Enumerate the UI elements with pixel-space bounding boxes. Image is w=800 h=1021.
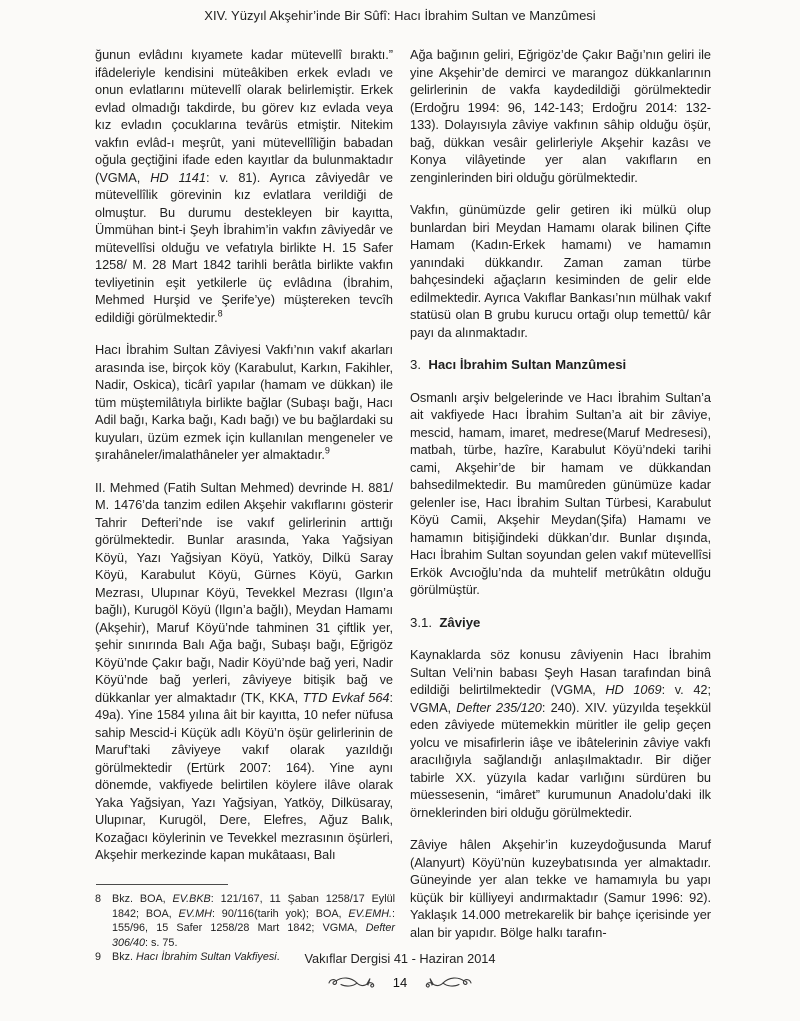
paragraph [95, 341, 393, 464]
paragraph [410, 201, 711, 341]
footnote-ref: 8 [217, 308, 223, 319]
italic-run: EV.EMH. [348, 907, 392, 920]
paragraph [410, 836, 711, 941]
section-heading [410, 356, 711, 374]
paragraph [95, 46, 393, 326]
footnote-number: 8 [95, 893, 102, 905]
section-heading [410, 614, 711, 632]
italic-run: TTD Evkaf 564 [302, 689, 390, 705]
page-number-row [0, 975, 800, 990]
text-run: : 155/96, 15 Safer 1258/28 Mart 1842; VGMA, [112, 907, 395, 935]
footnote-text [112, 892, 395, 950]
text-run: Osmanlı arşiv belgelerinde ve Hacı İbrahim Sultan’a ait vakfiyede Hacı İbrahim Sultan’a ait bir zâviye, mescid, hamam, imaret, medrese(Maruf Medresesi), matbah, türbe, hazîre, Karabulut Köyü’ndeki tarihi cami, Akşehir’de bir hamam ve dükkandan bahsedilmektedir. Bu mamûreden günümüze kadar gelenler ise, Hacı İbrahim Sultan Türbesi, Karabulut Köyü Camii, Akşehir Meydan(Şifa) Hamamı ve hamamın bitişiğindeki dükkan’dır. Bunlar dışında, Hacı İbrahim Sultan soyundan gelen vakıf mütevellîsi Erkök Avcıoğlu’nda da muhtelif metrûkâtın olduğu görülmüştür. [410, 389, 711, 597]
italic-run: EV.BKB [172, 893, 211, 905]
paragraph [410, 389, 711, 599]
text-run: : s. 75. [145, 936, 178, 949]
text-run: 3.1. [410, 614, 440, 630]
text-run: : 90/116(tarih yok); BOA, [211, 907, 349, 920]
running-title: XIV. Yüzyıl Akşehir’inde Bir Sûfî: Hacı İbrahim Sultan ve Manzûmesi [204, 8, 596, 23]
paragraph [95, 479, 393, 864]
footnote-number: 9 [95, 951, 102, 964]
footnote-ref: 9 [324, 445, 330, 456]
text-run: 3. [410, 357, 429, 372]
paragraph [410, 46, 711, 186]
text-run: Bkz. BOA, [112, 893, 173, 905]
italic-run: Defter 306/40 [112, 922, 395, 949]
text-run: Hacı İbrahim Sultan Zâviyesi Vakfı’nın vakıf akarları arasında ise, birçok köy (Karabulut, Karkın, Fakihler, Nadir, Oskica), ticârî yapılar (hamam ve dükkan) ile tüm müştemilâtıyla birlikte bağlar (Subaşı bağı, Hacı Adil bağı, Karka bağı, Kadı bağı) ve bu bağlardaki su kuyuları, üzüm ezmek için kullanılan mengeneler ve şırahâneler/imalathâneler yer almaktadır. [95, 342, 393, 462]
footnote-item [95, 892, 395, 950]
left-text-column [95, 46, 393, 879]
paragraph [410, 646, 711, 821]
text-run: : v. 81). Ayrıca zâviyedâr ve mütevellîlik görevinin kız evlatlara verildiği de olmuştur. Bu durumu destekleyen bir kayıtta, Ümmühan bint-i Şeyh İbrahim’in vakfın zâviyedâr ve mütevellîsi olduğu ve vefatıyla birlikte H. 15 Safer 1258/ M. 28 Mart 1842 tarihli berâtla birlikte vakfın tevliyetinin eşit yetkilerle üç evlâdına (İbrahim, Mehmed Hurşid ve Şerife’ye) müştereken tevcîh edildiği görülmektedir. [95, 169, 393, 325]
text-run: : v. 42; VGMA, [410, 682, 711, 715]
text-run: II. Mehmed (Fatih Sultan Mehmed) devrinde H. 881/ M. 1476’da tanzim edilen Akşehir vakıflarını gösterir Tahrir Defteri’nde ise vakıf gelirlerinin arttığı görülmektedir. Bunlar arasında, Yaka Yağsiyan Köyü, Yazı Yağsiyan Köyü, Yatköy, Dilkü Saray Köyü, Karabulut Köyü, Gürnes Köyü, Garkın Mezrası, Ulupınar Köyü, Tevekkel Mezrası (Ilgın’a bağlı), Kurugöl Köyü (Ilgın’a bağlı), Meydan Hamamı (Akşehir), Maruf Köyü’nde tahminen 31 çiftlik yer, şehir sınırında Balı Ağa bağı, Subaşı bağı, Eğrigöz Köyü’nde Çakır bağı, Nadir Köyü’nde bağ yeri, Nadir Köyü’nde bağ yerleri, zâviyeye bitişik bağ ve dükkanlar yer almaktadır (TK, KKA, [95, 479, 393, 705]
text-run: : 240). XIV. yüzyılda teşekkül eden zâviyede mütemekkin müritler ile gelip geçen yolcu ve misafirlerin iâşe ve ibâtelerinin zâviye vakfı aracılığıyla sağlandığı anlaşılmaktadır. Bir diğer tabirle XX. yüzyıla kadar varlığını sürdüren bu müessesenin, “imâret” kurumunun Anadolu’daki ilk örneklerinden biri olduğu görülmektedir. [410, 699, 712, 820]
text-run: . [276, 951, 280, 964]
text-run: Kaynaklarda söz konusu zâviyenin Hacı İbrahim Sultan Veli’nin babası Şeyh Hasan tarafından binâ edildiği belirtilmektedir (VGMA, [410, 647, 711, 697]
text-run: ğunun evlâdını kıyamete kadar mütevellî bıraktı.” ifâdeleriyle kendisini müteâkiben erkek evladı ve onun evlatlarını mütevellî olarak belirlemiştir. Erkek evlad olmadığı takdirde, bu görev kız evlada veya kız evladın çocuklarına tevârüs etmiştir. Nitekim vakfın evlâd-ı meşrût, yani mütevellîliğin babadan oğula geçtiğini ifade eden kayıtlar da bulunmaktadır (VGMA, [95, 47, 393, 185]
italic-run: Hacı İbrahim Sultan Vakfiyesi [136, 951, 277, 964]
right-text-column [410, 46, 711, 956]
bold-run: Hacı İbrahim Sultan Manzûmesi [428, 357, 627, 372]
flourish-left-icon [327, 975, 377, 990]
text-run: Bkz. [112, 951, 136, 964]
italic-run: EV.MH [178, 907, 212, 920]
page-number: 14 [392, 975, 408, 990]
italic-run: Defter 235/120 [456, 699, 542, 715]
footnote-separator-rule [96, 884, 228, 885]
text-run: Ağa bağının geliri, Eğrigöz’de Çakır Bağı’nın geliri ile yine Akşehir’de demirci ve marangoz dükkanlarının gelirlerinin de vakfa kaydedildiği görülmektedir (Erdoğru 1994: 96, 142-143; Erdoğru 2014: 132-133). Dolayısıyla zâviye vakfının sâhip olduğu öşür, bağ, dükkan vesâir gelirleriyle Akşehir kazâsı ve Konya vilâyetinde yer alan vakıfların en zenginlerinden biri olduğu görülmektedir. [410, 47, 711, 185]
text-run: : 49a). Yine 1584 yılına âit bir kayıtta, 10 nefer nüfusa sahip Mescid-i Küçük adlı Köyü’n öşür gelirlerinin de Maruf’taki zâviyeye vakıf olarak yazıldığı görülmektedir (Ertürk 2007: 164). Yine aynı dönemde, vakfiyede belirtilen köylere ilâve olarak Yaka Yağsiyan, Yazı Yağsiyan, Yatköy, Dilküsaray, Ulupınar, Kurugöl, Dere, Elefres, Ağuz Balık, Kozağacı köylerinin ve Tevekkel mezrasının öşürleri, Akşehir merkezinde kapan mukâtaası, Balı [95, 689, 393, 862]
text-run: : 121/167, 11 Şaban 1258/17 Eylül 1842; BOA, [112, 893, 395, 920]
journal-line: Vakıflar Dergisi 41 - Haziran 2014 [304, 951, 496, 966]
italic-run: HD 1141 [150, 169, 206, 185]
text-run: Zâviye hâlen Akşehir’in kuzeydoğusunda Maruf (Alanyurt) Köyü’nün kuzeybatısında yer almaktadır. Güneyinde yer alan tekke ve hamamıyla bu yapı küçük bir külliyeyi andırmaktadır (Samur 1996: 92). Yaklaşık 14.000 metrekarelik bir bahçe içerisinde yer alan bir yapıdır. Bölge halkı tarafın- [410, 837, 711, 940]
italic-run: HD 1069 [605, 682, 662, 697]
bold-run: Zâviye [439, 614, 481, 630]
flourish-right-icon [423, 975, 473, 990]
page-footer [0, 951, 800, 990]
text-run: Vakfın, günümüzde gelir getiren iki mülkü olup bunlardan biri Meydan Hamamı olarak bilinen Çifte Hamam (Kadın-Erkek hamamı) ve hamamın yanındaki dükkandır. Zaman zaman türbe bahçesindeki ağaçların kesiminden de gelir elde edilmektedir. Ayrıca Vakıflar Bankası’nın mülhak vakıf statüsü olan B grubu kurucu ortağı olup temettû/ kâr payı da alınmaktadır. [410, 202, 711, 340]
